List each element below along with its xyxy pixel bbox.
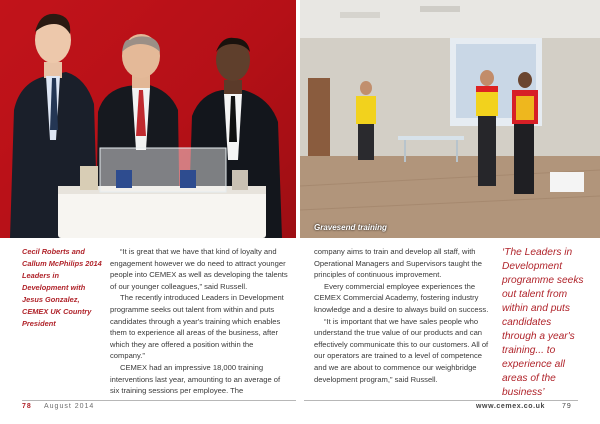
page-number-left: 78 <box>22 403 32 410</box>
paragraph: “It is great that we have that kind of loyalty and engagement however we do need to attract younger people into CEMEX as well as developing the talents of our younger colleagues,” said Russell. <box>110 247 288 291</box>
pull-quote: ‘The Leaders in Development programme seeks out talent from within and puts candidates through a year's training... to experience all areas of the business’ <box>502 247 584 398</box>
paragraph: Every commercial employee experiences the CEMEX Commercial Academy, fostering industry knowledge and a desire to always build on success. <box>314 281 489 314</box>
photo-caption-leaders: Cecil Roberts and Callum McPhilips 2014 Leaders in Development with Jesus Gonzalez, CEMEX UK Country President <box>22 247 102 328</box>
photo-training-illustration <box>300 0 600 238</box>
paragraph: “It is important that we have sales people who understand the true value of our products and can effectively communicate this to our customers. All of our operators are trained to a level of competence and we are about to commence our weighbridge development program,” said Russell. <box>314 316 489 384</box>
photo-leaders-illustration <box>0 0 296 238</box>
photo-gravesend-training <box>300 0 600 238</box>
article-column-1 <box>110 246 290 397</box>
page-number-right: 79 <box>562 403 572 410</box>
photo-leaders-in-development <box>0 0 296 238</box>
website-url: www.cemex.co.uk <box>476 403 546 410</box>
paragraph: The recently introduced Leaders in Development programme seeks out talent from within and puts candidates through a year's training which enables them to experience all areas of the business, after which they are offered a position within the company.” <box>110 293 284 361</box>
photo-caption-gravesend: Gravesend training <box>314 223 387 232</box>
issue-date: August 2014 <box>44 403 95 410</box>
footer-rule-left <box>22 400 296 401</box>
paragraph: CEMEX had an impressive 18,000 training interventions last year, amounting to an average of six training sessions per employee. The <box>110 362 281 396</box>
footer-rule-right <box>304 400 578 401</box>
article-column-2 <box>314 246 494 385</box>
paragraph: company aims to train and develop all staff, with Operational Managers and Supervisors taught the principles of continuous improvement. <box>314 247 483 280</box>
